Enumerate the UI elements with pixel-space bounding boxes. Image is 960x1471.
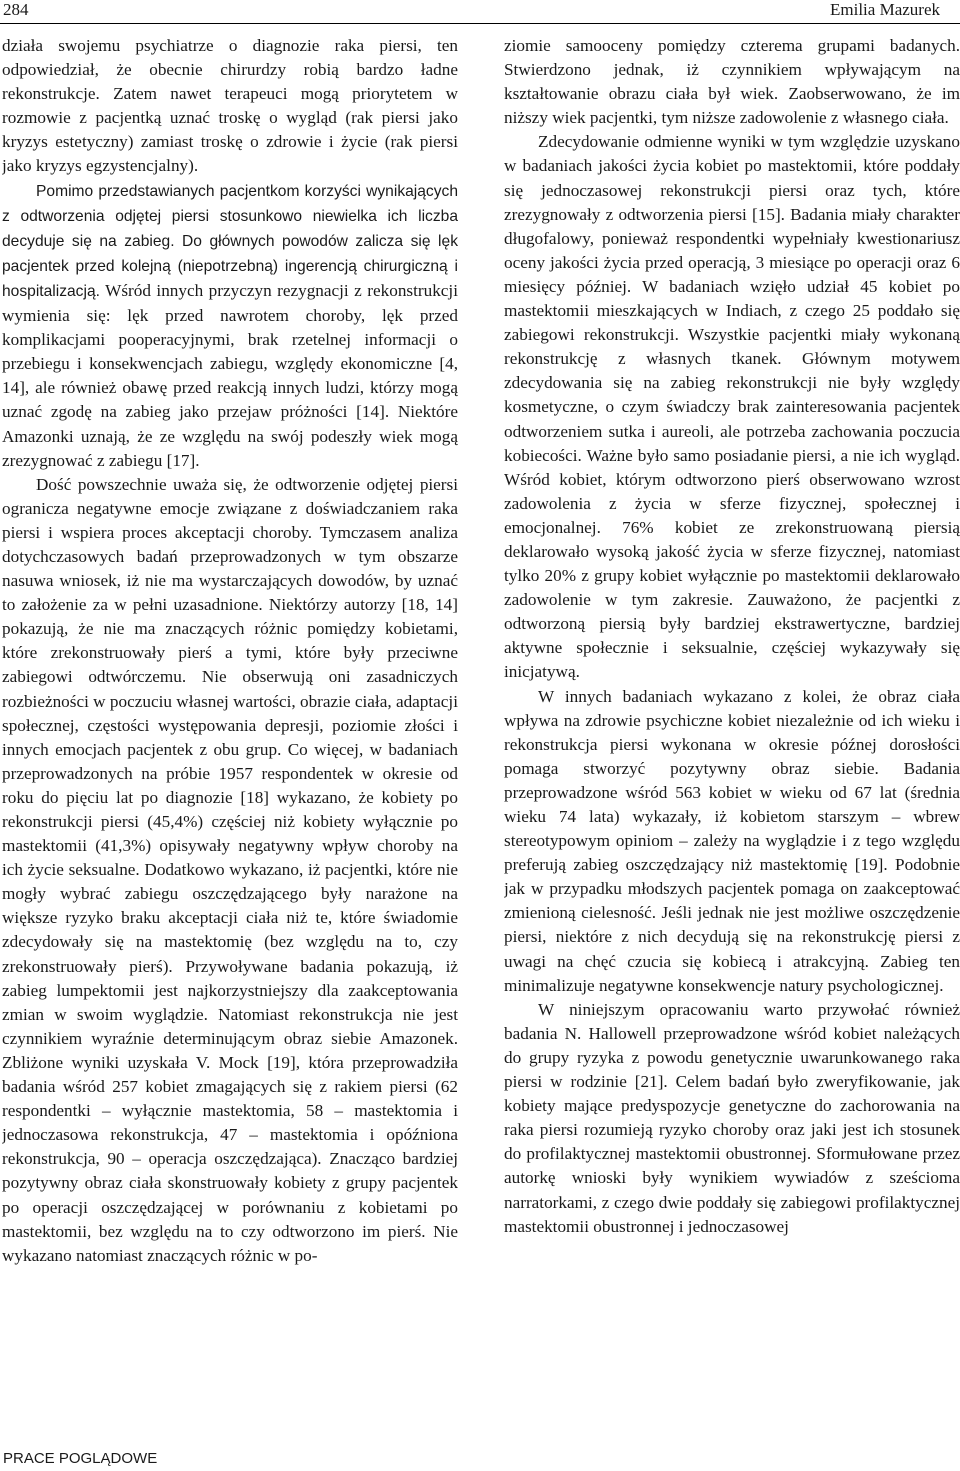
left-column [2,34,458,1409]
header-rule [0,23,960,24]
running-head-author: Emilia Mazurek [830,0,940,19]
running-header [0,0,960,22]
paragraph: ziomie samooceny pomiędzy czterema grupami badanych. Stwierdzono jednak, iż czynnikiem wpływającym na kształtowanie obrazu ciała był wiek. Zaobserwowano, że im niższy wiek pacjentki, tym niższe zadowolenie z własnego ciała. [504,36,960,128]
right-column [504,34,960,1409]
paragraph: Dość powszechnie uważa się, że odtworzenie odjętej piersi ogranicza negatywne emocje związane z doświadczaniem raka piersi i wspiera proces akceptacji choroby. Tymczasem analiza dotychczasowych badań przeprowadzonych w tym obszarze nasuwa wniosek, iż nie ma wystarczających dowodów, by uznać to założenie za w pełni uzasadnione. Niektórzy autorzy [18, 14] pokazują, że nie ma znaczących różnic pomiędzy kobietami, które zrekonstruowały pierś a tymi, które były przeciwne zabiegowi odtwórczemu. Nie obserwują oni zasadniczych rozbieżności w poczuciu własnej wartości, obrazie ciała, adaptacji społecznej, częstości występowania depresji, poziomie złości i innych emocjach pacjentek z obu grup. Co więcej, w badaniach przeprowadzonych na próbie 1957 respondentek w okresie od roku do pięciu lat po diagnozie [18] wykazano, że kobiety po rekonstrukcji piersi (45,4%) częściej niż kobiety wyłącznie po mastektomii (41,3%) opisywały negatywny wpływ choroby na ich życie seksualne. Dodatkowo wykazano, iż pacjentki, które nie mogły wybrać zabiegu oszczędzającego były narażone na większe ryzyko braku akceptacji ciała niż te, które świadomie zdecydowały się na mastektomię (bez względu na to, czy zrekonstruowały pierś). Przywoływane badania pokazują, iż zabieg lumpektomii jest najkorzystniejszy dla zaakceptowania zmian w swoim wyglądzie. Natomiast rekonstrukcja nie jest czynnikiem wyraźnie determinującym obraz siebie Amazonek. Zbliżone wyniki uzyskała V. Mock [19], która przeprowadziła badania wśród 257 kobiet zmagających się z rakiem piersi (62 respondentki – wyłącznie mastektomia, 58 – mastektomia i jednoczasowa rekonstrukcja, 47 – mastektomia i opóźniona rekonstrukcja, 90 – operacja oszczędzająca). Znacząco bardziej pozytywny obraz ciała skonstruowały kobiety z grupy pacjentek po operacji oszczędzającej w porównaniu z kobietami po mastektomii, bez względu na to czy odtworzono im pierś. Nie wykazano natomiast znaczących różnic w po- [2,474,458,1265]
section-footer-label: PRACE POGLĄDOWE [3,1450,158,1467]
paragraph-segment: Wśród innych przyczyn rezygnacji z rekonstrukcji wymienia się: lęk przed nawrotem choroby, lęk przed komplikacjami pooperacyjnymi, brak rzetelnej informacji o przebiegu i konsekwencjach zabiegu, względy ekonomiczne [4, 14], ale również obawę przed reakcją innych ludzi, którzy mogą uznać zgodę na zabieg jako przejaw próżności [14]. Niektóre Amazonki uznają, że ze względu na swój podeszły wiek mogą zrezygnować z zabiegu [17]. [2,280,458,470]
paragraph: działa swojemu psychiatrze o diagnozie raka piersi, ten odpowiedział, że obecnie chirurdzy robią bardzo ładne rekonstrukcje. Zatem nawet terapeuci mogą priorytetem w rozmowie z pacjentką uznać troskę o wygląd (rak piersi jako kryzys estetyczny) zamiast troskę o zdrowie i życie (rak piersi jako kryzys egzystencjalny). [2,36,458,176]
paragraph [2,179,458,473]
paragraph: W niniejszym opracowaniu warto przywołać również badania N. Hallowell przeprowadzone wśród kobiet należących do grupy ryzyka z powodu genetycznie uwarunkowanego raka piersi w rodzinie [21]. Celem badań było zweryfikowanie, jak kobiety mające predyspozycje genetyczne do zachorowania na raka piersi rozumieją ryzyko choroby oraz jaki jest ich stosunek do profilaktycznej mastektomii obustronnej. Sformułowane przez autorkę wnioski były wynikiem wywiadów z sześcioma narratorkami, z czego dwie poddały się zabiegowi profilaktycznej mastektomii obustronnej i jednoczasowej [504,999,960,1236]
page-number: 284 [3,0,29,19]
paragraph-sans-segment: Pomimo przedstawianych pacjentkom korzyści wynikających z odtworzenia odjętej piersi stosunkowo niewielka ich liczba decyduje się na zabieg. Do głównych powodów zalicza się lęk pacjentek przed kolejną (niepotrzebną) ingerencją chirurgiczną i hospitalizacją. [2,182,458,300]
paragraph: W innych badaniach wykazano z kolei, że obraz ciała wpływa na zdrowie psychiczne kobiet niezależnie od ich wieku i rekonstrukcja piersi wykonana w okresie późnej dorosłości pomaga stworzyć pozytywny obraz siebie. Badania przeprowadzone wśród 563 kobiet w wieku od 67 lat (średnia wieku 74 lata) wykazały, iż kobietom starszym – wbrew stereotypowym opiniom – zależy na wyglądzie i z tego względu preferują zabieg oszczędzający niż mastektomię [19]. Podobnie jak w przypadku młodszych pacjentek pomaga on zaakceptować zmienioną cielesność. Jeśli jednak nie jest możliwe oszczędzenie piersi, niektóre z nich decydują się na rekonstrukcję piersi z uwagi na chęć czucia się kobiecą i atrakcyjną. Zabieg ten minimalizuje negatywne konsekwencje natury psychologicznej. [504,686,960,995]
paragraph: Zdecydowanie odmienne wyniki w tym względzie uzyskano w badaniach jakości życia kobiet po mastektomii, które poddały się jednoczasowej rekonstrukcji piersi oraz tych, które zrezygnowały z odtworzenia piersi [15]. Badania miały charakter długofalowy, ponieważ respondentki wypełniały kwestionariusz oceny jakości życia przed operacją, 3 miesiące po operacji oraz 6 miesięcy później. W badaniach wzięło udział 45 kobiet po mastektomii mieszkających w Indiach, z czego 25 poddało się zabiegowi rekonstrukcji. Wszystkie pacjentki miały wykonaną rekonstrukcję z własnych tkanek. Głównym motywem zdecydowania się na zabieg rekonstrukcji nie były względy kosmetyczne, o czym świadczy brak zainteresowania pacjentek odtworzeniem sutka i aureoli, ale potrzeba zachowania poczucia kobiecości. Ważne było samo posiadanie piersi, a nie ich wygląd. Wśród kobiet, którym odtworzono pierś obserwowano wzrost zadowolenia z życia w sferze fizycznej, społecznej i emocjonalnej. 76% kobiet ze zrekonstruowaną piersią deklarowało wysoką jakość życia w sferze fizycznej, natomiast tylko 20% z grupy kobiet wyłącznie po mastektomii deklarowało zadowolenie w tym zakresie. Zauważono, że pacjentki z odtworzoną piersią były bardziej ekstrawertyczne, bardziej aktywne społecznie i seksualnie, częściej wykazywały się inicjatywą. [504,132,960,682]
